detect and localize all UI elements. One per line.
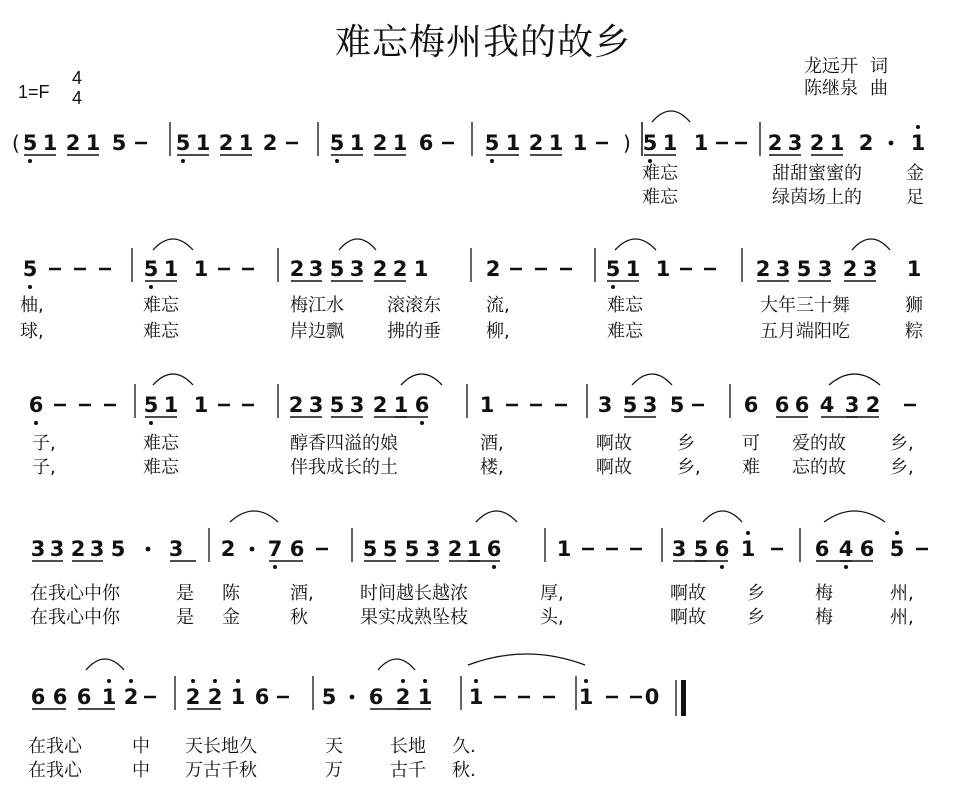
low-octave-dot [28,285,32,289]
note: 6 [859,537,875,561]
note: 2 [755,257,771,281]
lyric-system4-v1: 州, [890,583,914,604]
lyric-system2-v1: 大年三十舞 [760,295,850,316]
lyric-system2-v1: 狮 [905,295,923,316]
lyric-system5-v1: 天长地久 [185,736,257,757]
high-octave-dot [916,125,920,129]
slur [86,659,124,670]
note: 6 [368,685,384,709]
note: 5 [329,257,345,281]
lyric-system4-v1: 陈 [222,583,240,604]
slur [703,511,742,522]
lyric-system3-v2: 难 [742,457,760,478]
lyricist-credit: 龙远开 词 [804,56,888,77]
key-signature: 1=F [18,82,50,102]
slur [632,374,672,385]
lyric-system5-v1: 天 [325,736,343,757]
note: 1 [556,537,572,561]
lyric-system2-v2: 柳, [486,321,510,342]
note: 1 [655,257,671,281]
lyric-system2-v2: 五月端阳吃 [760,321,850,342]
note: 4 [838,537,854,561]
lyric-system3-v2: 忘的故 [792,457,846,478]
note: 2 [372,393,388,417]
note: 2 [220,537,236,561]
lyric-system4-v2: 金 [222,607,240,628]
slur [378,659,415,670]
note: 2 [395,685,411,709]
low-octave-dot [181,159,185,163]
note: 6 [486,537,502,561]
lyric-system3-v1: 酒, [480,433,504,454]
high-octave-dot [129,679,133,683]
lyric-system1-v1: 难忘 [642,163,678,184]
lyric-system2-v2: 粽 [905,321,923,342]
dot-symbol [350,695,355,700]
note: 2 [865,393,881,417]
note: 5 [382,537,398,561]
note: 5 [143,393,159,417]
lyric-system2-v1: 梅江水 [290,295,344,316]
note: 5 [362,537,378,561]
note: 1 [392,131,408,155]
note: 5 [889,537,905,561]
note: 1 [195,131,211,155]
lyric-system3-v1: 醇香四溢的娘 [290,433,398,454]
note: 3 [89,537,105,561]
slur [153,374,193,385]
note: 2 [262,131,278,155]
lyric-system4-v2: 乡 [747,607,765,628]
note: 1 [163,393,179,417]
lyric-system2-v2: 球, [20,321,44,342]
low-octave-dot [149,421,153,425]
lyric-system1-v1: 金 [906,163,924,184]
note: 5 [329,393,345,417]
note: 3 [425,537,441,561]
note: 2 [767,131,783,155]
note: 2 [528,131,544,155]
note: 1 [906,257,922,281]
lyric-system4-v2: 秋 [290,607,308,628]
note: 3 [862,257,878,281]
note: 1 [85,131,101,155]
note: 5 [22,131,38,155]
high-octave-dot [895,531,899,535]
lyric-system4-v2: 梅 [815,607,833,628]
note: 3 [349,393,365,417]
note: 1 [163,257,179,281]
lyric-system4-v2: 是 [176,607,194,628]
note: 6 [743,393,759,417]
final-bar-thick [681,680,686,716]
lyric-system5-v1: 在我心 [28,736,82,757]
note: 2 [185,685,201,709]
note: 2 [447,537,463,561]
note: 6 [76,685,92,709]
lyric-system3-v2: 难忘 [143,457,179,478]
lyric-system5-v2: 万 [325,760,343,781]
low-octave-dot [28,159,32,163]
note: 1 [910,131,926,155]
slur [476,511,517,522]
note: 5 [605,257,621,281]
note: 5 [484,131,500,155]
lyric-system1-v2: 绿茵场上的 [772,187,862,208]
note: 6 [814,537,830,561]
lyric-system5-v2: 中 [132,760,150,781]
note: 2 [289,257,305,281]
lyric-system4-v1: 在我心中你 [30,583,120,604]
note: 2 [372,257,388,281]
lyric-system3-v2: 乡, [677,457,701,478]
note: 5 [642,131,658,155]
lyric-system3-v1: 可 [742,433,760,454]
low-octave-dot [490,159,494,163]
lyric-system5-v2: 古千 [390,760,426,781]
note: 6 [714,537,730,561]
lyric-system4-v2: 果实成熟坠枝 [360,607,468,628]
note: 6 [254,685,270,709]
note: 1 [505,131,521,155]
note: 1 [693,131,709,155]
note: 2 [858,131,874,155]
time-signature-bottom: 4 [71,88,82,108]
slur [468,654,585,665]
high-octave-dot [107,679,111,683]
high-octave-dot [584,679,588,683]
note: 5 [404,537,420,561]
note: 1 [101,685,117,709]
lyric-system2-v1: 滚滚东 [387,295,441,316]
note: 5 [175,131,191,155]
low-octave-dot [149,285,153,289]
lyric-system4-v2: 头, [540,607,564,628]
lyric-system2-v2: 难忘 [607,321,643,342]
note: 5 [143,257,159,281]
lyric-system5-v1: 久. [452,736,476,757]
note: 1 [572,131,588,155]
slur [652,111,690,122]
low-octave-dot [720,565,724,569]
lyric-system2-v1: 难忘 [143,295,179,316]
lyric-system2-v2: 难忘 [143,321,179,342]
lyric-system3-v2: 啊故 [596,457,632,478]
intro-close-paren: ) [623,131,631,155]
note: 6 [289,537,305,561]
low-octave-dot [420,421,424,425]
note: 1 [349,131,365,155]
note: 2 [288,393,304,417]
high-octave-dot [423,679,427,683]
note: 1 [393,393,409,417]
lyric-system4-v1: 厚, [540,583,564,604]
note: 2 [372,131,388,155]
song-title: 难忘梅州我的故乡 [334,22,631,63]
note: 2 [65,131,81,155]
note: 1 [238,131,254,155]
lyric-system4-v1: 时间越长越浓 [360,583,468,604]
note: 1 [625,257,641,281]
note: 5 [22,257,38,281]
composer-credit: 陈继泉 曲 [804,78,888,99]
lyric-system3-v2: 子, [32,457,56,478]
note: 3 [308,393,324,417]
lyric-system1-v1: 甜甜蜜蜜的 [772,163,862,184]
lyric-system3-v1: 爱的故 [792,433,846,454]
note: 5 [622,393,638,417]
low-octave-dot [611,285,615,289]
note: 3 [49,537,65,561]
lyric-system5-v2: 万古千秋 [185,760,257,781]
note: 2 [218,131,234,155]
note: 5 [796,257,812,281]
lyric-system3-v1: 乡 [677,433,695,454]
note: 1 [740,537,756,561]
slur [153,239,193,250]
lyric-system5-v1: 长地 [390,736,426,757]
lyric-system3-v1: 乡, [890,433,914,454]
lyric-system4-v1: 乡 [747,583,765,604]
note: 6 [794,393,810,417]
low-octave-dot [844,565,848,569]
intro-open-paren: ( [12,131,20,155]
lyric-system4-v1: 啊故 [670,583,706,604]
slur [230,511,278,522]
note: 3 [642,393,658,417]
note: 1 [829,131,845,155]
low-octave-dot [273,565,277,569]
lyric-system4-v1: 酒, [290,583,314,604]
lyric-system5-v1: 中 [132,736,150,757]
note: 2 [70,537,86,561]
high-octave-dot [474,679,478,683]
lyric-system2-v1: 柚, [20,295,44,316]
lyric-system3-v1: 难忘 [143,433,179,454]
note: 5 [329,131,345,155]
note: 1 [548,131,564,155]
note: 5 [111,131,127,155]
note: 5 [110,537,126,561]
time-signature-top: 4 [71,68,82,88]
high-octave-dot [401,679,405,683]
note: 1 [479,393,495,417]
lyric-system3-v2: 伴我成长的土 [290,457,398,478]
note: 3 [308,257,324,281]
note: 6 [418,131,434,155]
lyric-system1-v2: 难忘 [642,187,678,208]
note: 1 [466,537,482,561]
lyric-system2-v2: 岸边飘 [290,321,344,342]
note: 3 [349,257,365,281]
slur [829,374,880,385]
note: 2 [123,685,139,709]
note: 6 [774,393,790,417]
high-octave-dot [236,679,240,683]
lyric-system3-v2: 乡, [890,457,914,478]
low-octave-dot [492,565,496,569]
note: 1 [42,131,58,155]
lyric-system2-v1: 难忘 [607,295,643,316]
dot-symbol [146,547,151,552]
lyric-system5-v2: 秋. [452,760,476,781]
note: 3 [775,257,791,281]
lyric-system4-v2: 州, [890,607,914,628]
high-octave-dot [213,679,217,683]
note: 3 [817,257,833,281]
note: 5 [669,393,685,417]
lyric-system5-v2: 在我心 [28,760,82,781]
note: 1 [193,257,209,281]
note: 3 [671,537,687,561]
note: 1 [468,685,484,709]
note: 3 [168,537,184,561]
slur [615,239,656,250]
note: 2 [207,685,223,709]
lyric-system2-v2: 拂的垂 [387,321,441,342]
slur [401,374,442,385]
lyric-system2-v1: 流, [486,295,510,316]
note: 4 [819,393,835,417]
note: 6 [30,685,46,709]
lyric-system3-v1: 啊故 [596,433,632,454]
note: 7 [267,537,283,561]
note: 5 [693,537,709,561]
low-octave-dot [335,159,339,163]
note: 2 [842,257,858,281]
note: 1 [230,685,246,709]
lyric-system3-v2: 楼, [480,457,504,478]
slur [824,511,885,522]
note: 1 [417,685,433,709]
note: 6 [28,393,44,417]
note: 2 [392,257,408,281]
lyric-system4-v1: 梅 [815,583,833,604]
lyric-system4-v2: 啊故 [670,607,706,628]
note: 1 [413,257,429,281]
note: 6 [414,393,430,417]
note: 1 [578,685,594,709]
lyric-system3-v1: 子, [32,433,56,454]
note: 2 [809,131,825,155]
low-octave-dot [34,421,38,425]
note: 5 [321,685,337,709]
note: 2 [485,257,501,281]
note: 3 [597,393,613,417]
lyric-system4-v1: 是 [176,583,194,604]
note: 3 [30,537,46,561]
note: 1 [662,131,678,155]
note: 3 [787,131,803,155]
dot-symbol [889,141,894,146]
lyric-system4-v2: 在我心中你 [30,607,120,628]
high-octave-dot [746,531,750,535]
dot-symbol [250,547,255,552]
note: 3 [844,393,860,417]
note: 1 [193,393,209,417]
high-octave-dot [191,679,195,683]
lyric-system1-v2: 足 [906,187,924,208]
note: 0 [644,685,660,709]
slur [339,239,376,250]
note: 6 [52,685,68,709]
slur [852,239,890,250]
